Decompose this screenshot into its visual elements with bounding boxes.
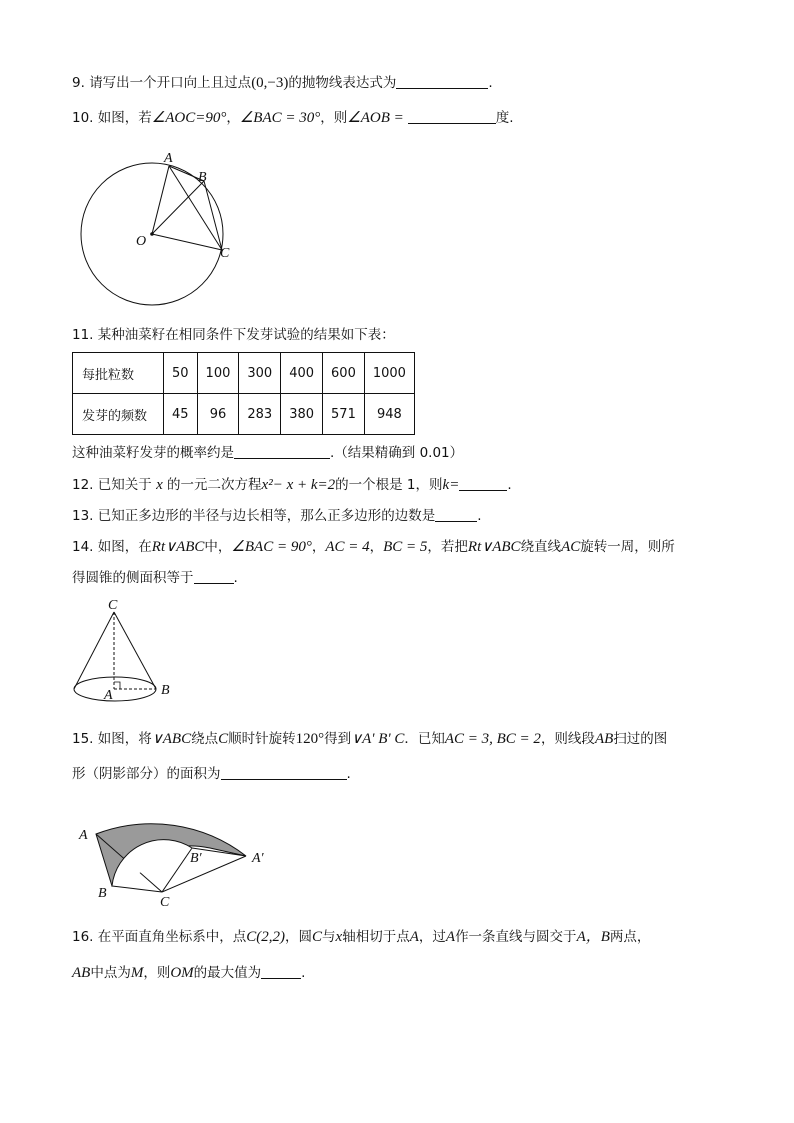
math-variable: x <box>335 929 343 945</box>
math-expression: AB <box>72 965 91 981</box>
question-16 <box>72 927 650 947</box>
math-expression: ∨ABC <box>151 731 192 747</box>
question-number: 13. <box>72 508 94 524</box>
table-cell: 45 <box>164 394 198 435</box>
math-variable: A <box>409 929 419 945</box>
answer-blank[interactable] <box>261 964 301 979</box>
point-label-b: B <box>98 886 107 901</box>
question-text: 已知正多边形的半径与边长相等，那么正多边形的边数是 <box>97 508 436 524</box>
punctuation: . <box>477 508 482 524</box>
question-text: ．已知 <box>404 731 445 747</box>
question-text: 如图，在 <box>97 539 152 555</box>
math-variable: A <box>445 929 456 945</box>
question-text: ，则 <box>320 110 348 126</box>
math-expression: AC = 4 <box>325 539 370 555</box>
punctuation: ， <box>369 539 384 555</box>
question-number: 12. <box>72 477 94 493</box>
table-cell: 50 <box>164 353 198 394</box>
circle-figure <box>70 150 240 310</box>
math-expression: ∠AOC=90° <box>151 110 227 126</box>
answer-blank[interactable] <box>234 444 330 459</box>
point-expression: (0,−3) <box>251 75 289 91</box>
answer-blank[interactable] <box>435 507 477 522</box>
question-text: 某种油菜籽在相同条件下发芽试验的结果如下表： <box>97 327 395 343</box>
question-text: ，则 <box>143 965 171 981</box>
question-text: 的一个根是 1，则 <box>335 477 443 493</box>
question-text: 旋转一周，则所 <box>580 539 675 555</box>
question-text: 在平面直角坐标系中，点 <box>97 929 247 945</box>
point-label-a: A <box>104 688 113 703</box>
math-variable: M <box>130 965 144 981</box>
question-14-line-2 <box>72 568 238 588</box>
answer-blank[interactable] <box>221 765 347 780</box>
answer-blank[interactable] <box>396 74 488 89</box>
math-expression: Rt∨ABC <box>151 539 205 555</box>
math-variable: k= <box>442 477 460 493</box>
question-number: 14. <box>72 539 94 555</box>
punctuation: . <box>301 965 306 981</box>
table-cell: 283 <box>239 394 281 435</box>
question-text: 与 <box>322 929 336 945</box>
point-label-a-prime: A′ <box>252 851 264 866</box>
question-text: 中点为 <box>90 965 131 981</box>
math-expression: ∠BAC = 30° <box>239 110 321 126</box>
question-12 <box>72 475 512 495</box>
question-text: 绕点 <box>191 731 219 747</box>
question-13 <box>72 506 482 526</box>
germination-table <box>72 352 415 435</box>
table-cell: 948 <box>364 394 414 435</box>
point-label-a: A <box>79 828 88 843</box>
question-10 <box>72 108 514 128</box>
point-label-o: O <box>136 234 147 249</box>
math-expression: AC <box>561 539 581 555</box>
question-text: 作一条直线与圆交于 <box>455 929 577 945</box>
point-label-c: C <box>160 895 170 910</box>
question-text: 已知关于 <box>97 477 152 493</box>
question-11 <box>72 325 395 345</box>
math-expression: ∠BAC = 90° <box>231 539 312 555</box>
question-16-line-2 <box>72 963 305 983</box>
question-text: 形（阴影部分）的面积为 <box>72 766 221 782</box>
point-label-b: B <box>161 683 170 698</box>
question-text: 两点， <box>609 929 651 945</box>
question-text: ，则线段 <box>540 731 595 747</box>
answer-blank[interactable] <box>194 569 234 584</box>
math-expression: A，B <box>576 929 610 945</box>
question-text: 扫过的图 <box>613 731 668 747</box>
table-cell: 300 <box>239 353 281 394</box>
question-text: 的抛物线表达式为 <box>288 75 397 91</box>
math-expression: AC = 3, BC = 2 <box>444 731 541 747</box>
math-variable: x <box>156 477 163 493</box>
point-label-c: C <box>220 246 230 261</box>
math-variable: C <box>312 929 323 945</box>
table-cell: 600 <box>323 353 365 394</box>
punctuation: . <box>233 570 238 586</box>
question-text: 的一元二次方程 <box>167 477 262 493</box>
question-text: 中， <box>204 539 232 555</box>
question-15-line-2 <box>72 764 351 784</box>
question-text: 请写出一个开口向上且过点 <box>89 75 252 91</box>
math-expression: 120° <box>295 731 325 747</box>
table-cell: 1000 <box>364 353 414 394</box>
math-expression: OM <box>170 965 194 981</box>
punctuation: ， <box>226 110 240 126</box>
math-expression: ∨A' B' C <box>351 731 405 747</box>
question-number: 15. <box>72 731 94 747</box>
table-cell: 96 <box>197 394 239 435</box>
question-number: 9. <box>72 75 85 91</box>
question-text: 度. <box>495 110 514 126</box>
question-text: 得到 <box>324 731 352 747</box>
question-14 <box>72 537 675 557</box>
question-text: 绕直线 <box>520 539 562 555</box>
question-15 <box>72 729 667 749</box>
point-label-b: B <box>198 170 207 185</box>
answer-blank[interactable] <box>459 476 507 491</box>
point-label-c: C <box>108 598 118 613</box>
row-header: 发芽的频数 <box>73 394 164 435</box>
point-label-b-prime: B′ <box>190 851 202 866</box>
question-text: 轴相切于点 <box>342 929 410 945</box>
question-text: 的最大值为 <box>193 965 262 981</box>
math-expression: Rt∨ABC <box>467 539 521 555</box>
question-text: 这种油菜籽发芽的概率约是 <box>72 445 234 461</box>
question-number: 11. <box>72 327 94 343</box>
question-text: ，过 <box>418 929 446 945</box>
note-text: .（结果精确到 0.01） <box>330 445 464 461</box>
question-9 <box>72 73 493 93</box>
table-cell: 400 <box>281 353 323 394</box>
question-text: 如图，将 <box>97 731 152 747</box>
table-row <box>73 353 415 394</box>
math-expression: x²− x + k=2 <box>261 477 336 493</box>
punctuation: . <box>488 75 493 91</box>
answer-blank[interactable] <box>408 109 496 124</box>
table-cell: 100 <box>197 353 239 394</box>
cone-figure <box>66 598 186 710</box>
rotation-figure <box>70 792 280 912</box>
math-expression: ∠AOB = <box>347 110 404 126</box>
punctuation: . <box>346 766 351 782</box>
table-row <box>73 394 415 435</box>
punctuation: ， <box>311 539 326 555</box>
question-text: 如图，若 <box>97 110 152 126</box>
point-expression: C(2,2) <box>246 929 286 945</box>
question-text: 顺时针旋转 <box>228 731 296 747</box>
question-number: 10. <box>72 110 94 126</box>
question-text: 得圆锥的侧面积等于 <box>72 570 194 586</box>
point-label-a: A <box>164 151 173 166</box>
question-number: 16. <box>72 929 94 945</box>
question-text: ，圆 <box>285 929 313 945</box>
punctuation: . <box>507 477 512 493</box>
question-11-answer <box>72 443 463 463</box>
math-expression: BC = 5 <box>383 539 428 555</box>
question-text: ，若把 <box>427 539 468 555</box>
math-variable: C <box>218 731 229 747</box>
row-header: 每批粒数 <box>73 353 164 394</box>
math-expression: AB <box>594 731 614 747</box>
table-cell: 380 <box>281 394 323 435</box>
table-cell: 571 <box>323 394 365 435</box>
